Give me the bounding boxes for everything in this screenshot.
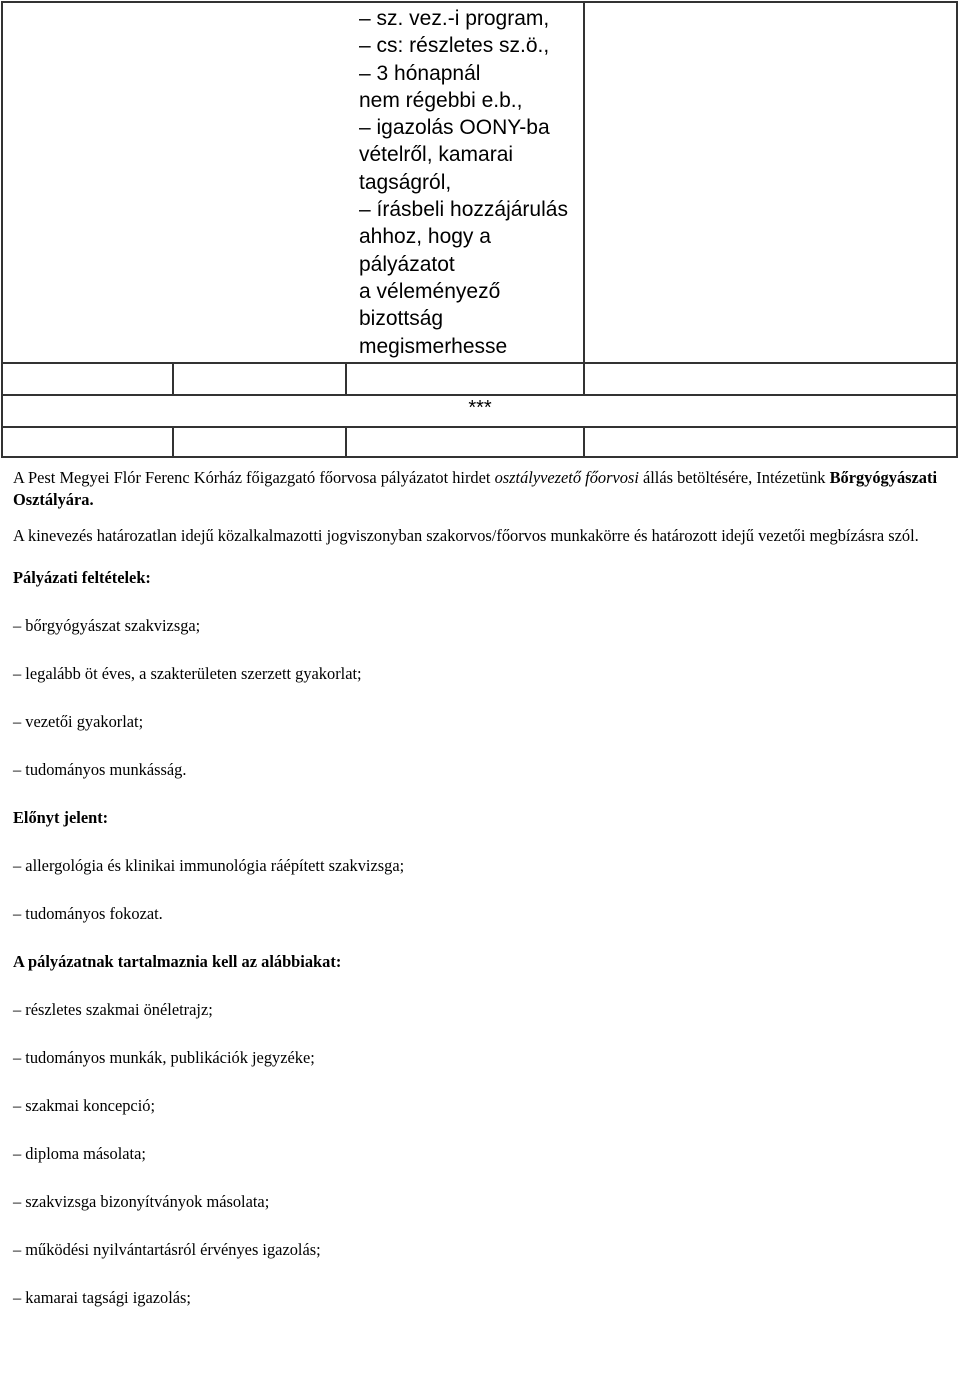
- announcement-body: [13, 467, 948, 1309]
- table-border: [583, 426, 585, 458]
- table-border: [583, 1, 585, 396]
- list-item: – szakmai koncepció;: [13, 1096, 156, 1115]
- list-item: – legalább öt éves, a szakterületen szerzett gyakorlat;: [13, 664, 362, 683]
- top-table-cell-text: [359, 5, 579, 360]
- table-border: [1, 426, 958, 428]
- cell-line: – igazolás OONY-ba: [359, 116, 550, 140]
- cell-line: nem régebbi e.b.,: [359, 88, 523, 112]
- table-border: [1, 456, 958, 458]
- list-item: – vezetői gyakorlat;: [13, 712, 144, 731]
- list-item: – allergológia és klinikai immunológia ráépített szakvizsga;: [13, 856, 405, 875]
- intro-text: állás betöltésére, Intézetünk: [638, 468, 830, 487]
- table-border: [1, 1, 958, 3]
- cell-line: – 3 hónapnál: [359, 61, 481, 85]
- list-item: – diploma másolata;: [13, 1144, 146, 1163]
- cell-line: tagságról,: [359, 170, 452, 194]
- table-border: [1, 394, 958, 396]
- list-item: – tudományos munkák, publikációk jegyzéke;: [13, 1048, 315, 1067]
- appointment-paragraph: A kinevezés határozatlan idejű közalkalmazotti jogviszonyban szakorvos/főorvos munkakörre és határozott idejű vezetői megbízásra szól.: [13, 526, 919, 545]
- cell-line: bizottság: [359, 307, 444, 331]
- cell-line: a véleményező: [359, 279, 501, 303]
- list-item: – kamarai tagsági igazolás;: [13, 1288, 191, 1307]
- department-name: Bőrgyógyászati Osztályára.: [13, 468, 937, 509]
- table-border: [345, 426, 347, 458]
- contents-heading: A pályázatnak tartalmaznia kell az alábbiakat:: [13, 952, 342, 971]
- list-item: – tudományos fokozat.: [13, 904, 163, 923]
- cell-line: – sz. vez.-i program,: [359, 7, 550, 30]
- cell-line: megismerhesse: [359, 334, 508, 358]
- intro-paragraph: [13, 467, 948, 511]
- table-border: [172, 362, 174, 395]
- table-border: [172, 426, 174, 458]
- list-item: – bőrgyógyászat szakvizsga;: [13, 616, 201, 635]
- list-item: – szakvizsga bizonyítványok másolata;: [13, 1192, 270, 1211]
- section-separator: ***: [468, 397, 492, 419]
- list-item: – részletes szakmai önéletrajz;: [13, 1000, 213, 1019]
- list-item: – működési nyilvántartásról érvényes igazolás;: [13, 1240, 321, 1259]
- requirements-heading: Pályázati feltételek:: [13, 568, 151, 587]
- cell-line: vételről, kamarai: [359, 143, 514, 167]
- advantages-heading: Előnyt jelent:: [13, 808, 109, 827]
- list-item: – tudományos munkásság.: [13, 760, 187, 779]
- cell-line: pályázatot: [359, 252, 455, 276]
- position-title: osztályvezető főorvosi: [494, 468, 639, 487]
- table-border: [345, 362, 347, 395]
- table-border: [1, 362, 958, 364]
- cell-line: ahhoz, hogy a: [359, 225, 491, 249]
- cell-line: – írásbeli hozzájárulás: [359, 198, 568, 222]
- table-border: [1, 1, 3, 458]
- cell-line: – cs: részletes sz.ö.,: [359, 34, 550, 58]
- intro-text: A Pest Megyei Flór Ferenc Kórház főigazgató főorvosa pályázatot hirdet: [13, 468, 495, 487]
- table-border: [956, 1, 958, 458]
